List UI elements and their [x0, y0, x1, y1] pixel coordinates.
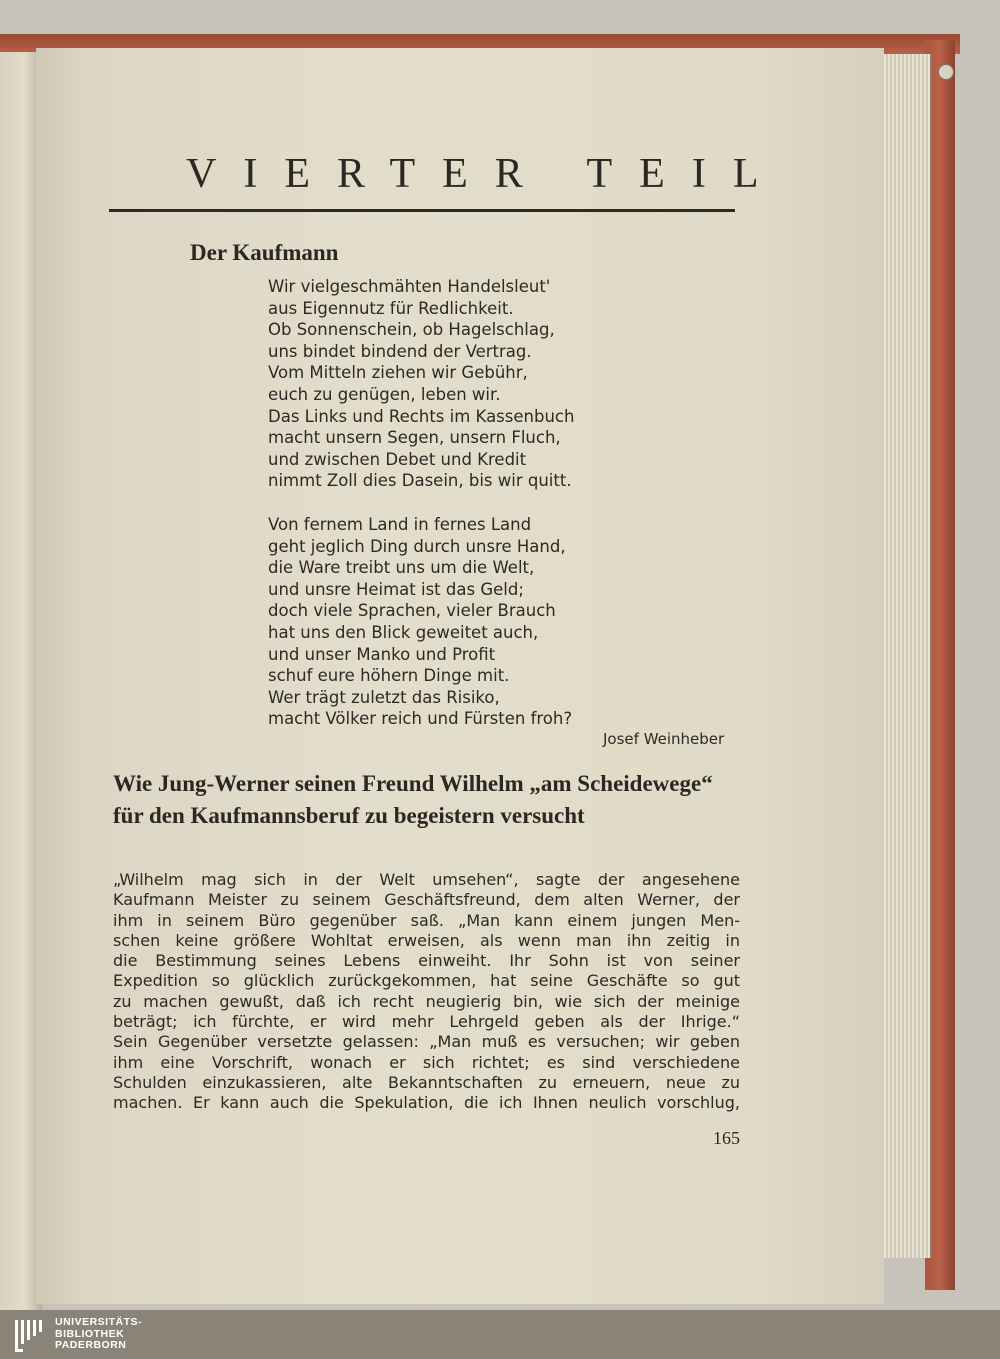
verse-line: euch zu genügen, leben wir.	[268, 384, 501, 404]
library-footer	[0, 1310, 1000, 1359]
article-title: Wie Jung-Werner seinen Freund Wilhelm „am Scheidewege“ für den Kaufmannsberuf zu begeistern versucht	[113, 771, 713, 828]
verse-line: Von fernem Land in fernes Land	[268, 515, 532, 534]
verse-line: macht unsern Segen, unsern Fluch,	[268, 428, 561, 448]
verse-line: Vom Mitteln ziehen wir Gebühr,	[268, 363, 528, 383]
library-name-line: UNIVERSITÄTS-	[55, 1316, 143, 1328]
verse-line: Das Links und Rechts im Kassenbuch	[268, 406, 575, 426]
verse-line: uns bindet bindend der Vertrag.	[268, 341, 532, 361]
verse-line: doch viele Sprachen, vieler Brauch	[268, 601, 556, 621]
cover-corner-icon	[938, 64, 954, 80]
verse-line: die Ware treibt uns um die Welt,	[268, 558, 535, 578]
library-name-line: BIBLIOTHEK	[55, 1327, 125, 1340]
verse-line: Wer trägt zuletzt das Risiko,	[268, 687, 500, 707]
verse-line: und zwischen Debet und Kredit	[268, 449, 527, 469]
poem-author: Josef Weinheber	[603, 730, 725, 748]
library-logo-icon	[14, 1319, 48, 1353]
prose-line: zu machen gewußt, daß ich recht neugierig bin, wie sich der meinige	[113, 991, 740, 1011]
prose-line: machen. Er kann auch die Spekulation, die ich Ihnen neulich vorschlug,	[113, 1093, 740, 1113]
verse-line: hat uns den Blick geweitet auch,	[268, 622, 539, 642]
poem-title: Der Kaufmann	[190, 240, 339, 265]
verse-line: aus Eigennutz für Redlichkeit.	[268, 298, 514, 318]
prose-line: Kaufmann Meister zu seinem Geschäftsfreund, dem alten Werner, der	[113, 890, 740, 910]
prose-line: Schulden einzukassieren, alte Bekanntschaften zu erneuern, neue zu	[113, 1072, 740, 1092]
prose-line: schen keine größere Wohltat erweisen, als wenn man ihn zeitig in	[113, 930, 740, 950]
verse-line: schuf eure höhern Dinge mit.	[268, 666, 510, 686]
prose-line: Sein Gegenüber versetzte gelassen: „Man muß es versuchen; wir geben	[113, 1032, 740, 1052]
verse-line: Ob Sonnenschein, ob Hagelschlag,	[268, 320, 555, 340]
verse-line: macht Völker reich und Fürsten froh?	[268, 709, 573, 729]
poem-stanza-2	[268, 514, 572, 730]
verse-line: Wir vielgeschmähten Handelsleut'	[268, 277, 551, 296]
article-body	[113, 870, 740, 1114]
library-name	[55, 1317, 142, 1352]
verse-line: und unser Manko und Profit	[268, 644, 496, 664]
prose-line: ihm in seinem Büro gegenüber saß. „Man kann einem jungen Men-	[113, 910, 740, 930]
prose-line: „Wilhelm mag sich in der Welt umsehen“, sagte der angesehene	[113, 870, 740, 889]
verse-line: geht jeglich Ding durch unsre Hand,	[268, 536, 566, 556]
verse-line: und unsre Heimat ist das Geld;	[268, 579, 524, 599]
poem-stanza-1	[268, 276, 574, 492]
prose-line: ihm eine Vorschrift, wonach er sich richtet; es sind verschiedene	[113, 1052, 740, 1072]
prose-line: beträgt; ich fürchte, er wird mehr Lehrgeld geben als der Ihrige.“	[113, 1012, 740, 1032]
prose-line: die Bestimmung seines Lebens einweiht. Ihr Sohn ist von seiner	[113, 951, 740, 971]
page-number: 165	[713, 1128, 740, 1148]
verse-line: nimmt Zoll dies Dasein, bis wir quitt.	[268, 471, 572, 491]
section-rule	[109, 209, 735, 212]
section-title: VIERTER TEIL	[186, 151, 786, 197]
library-name-line: PADERBORN	[55, 1339, 127, 1351]
prose-line: Expedition so glücklich zurückgekommen, hat seine Geschäfte so gut	[113, 971, 740, 991]
